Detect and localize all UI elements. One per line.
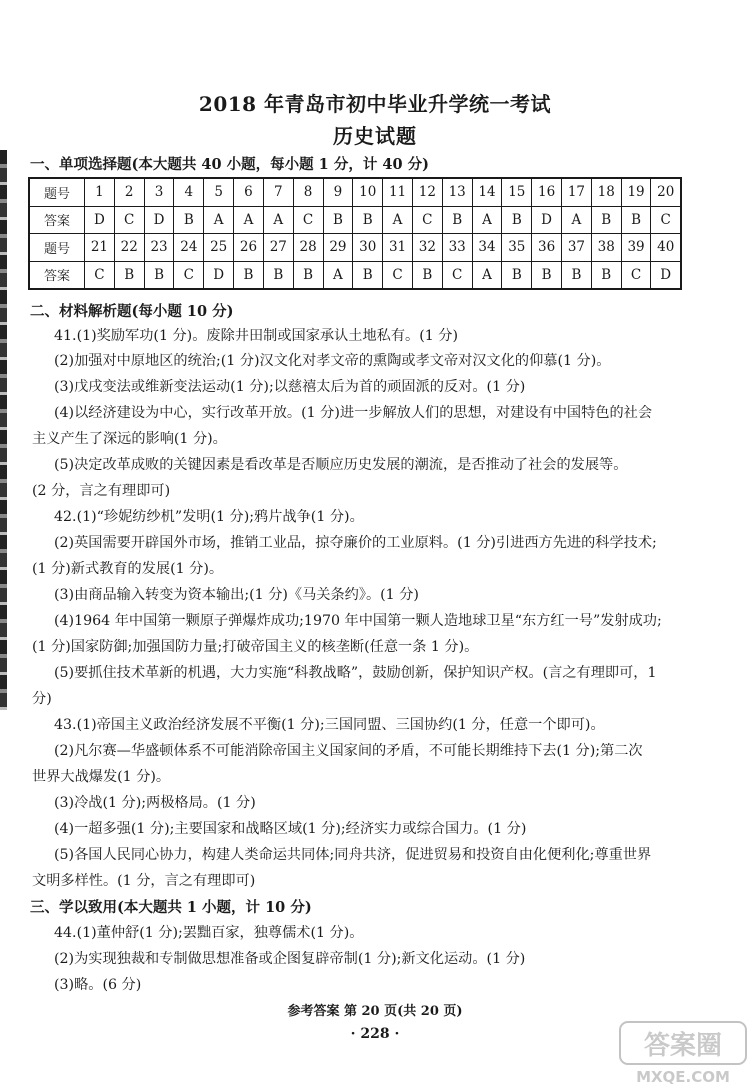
answer-cell: B [353, 261, 383, 289]
row-label-answer: 答案 [29, 261, 85, 289]
question-number-cell: 28 [293, 234, 323, 262]
answer-line: (3)戊戌变法或维新变法运动(1 分);以慈禧太后为首的顽固派的反对。(1 分) [54, 379, 526, 395]
answer-cell: B [562, 261, 592, 289]
answer-cell: A [323, 261, 353, 289]
question-number-cell: 11 [383, 178, 413, 206]
question-number-cell: 6 [234, 178, 264, 206]
answer-cell: A [383, 206, 413, 234]
svg-text:MXQE.COM: MXQE.COM [636, 1068, 730, 1086]
answer-cell: D [532, 206, 562, 234]
answer-line: (2 分，言之有理即可) [32, 483, 171, 499]
question-number-cell: 9 [323, 178, 353, 206]
answer-line: (3)冷战(1 分);两极格局。(1 分) [54, 795, 256, 811]
question-number-cell: 26 [234, 234, 264, 262]
question-number-cell: 10 [353, 178, 383, 206]
answer-cell: B [353, 206, 383, 234]
page-subtitle: 历史试题 [333, 124, 417, 148]
answer-cell: B [234, 261, 264, 289]
answer-table [28, 177, 682, 290]
question-number-cell: 16 [532, 178, 562, 206]
question-number-cell: 4 [174, 178, 204, 206]
question-number-cell: 19 [621, 178, 651, 206]
question-number-cell: 15 [502, 178, 532, 206]
answer-cell: B [263, 261, 293, 289]
table-row-numbers-2 [29, 234, 681, 262]
question-number-cell: 32 [412, 234, 442, 262]
question-number-cell: 17 [562, 178, 592, 206]
page-number: · 228 · [350, 1026, 400, 1042]
answer-line: (4)一超多强(1 分);主要国家和战略区域(1 分);经济实力或综合国力。(1 分) [54, 821, 527, 837]
question-number-cell: 33 [442, 234, 472, 262]
answer-line: (4)以经济建设为中心，实行改革开放。(1 分)进一步解放人们的思想，对建设有中国特色的社会 [54, 405, 653, 421]
question-number-cell: 39 [621, 234, 651, 262]
answer-cell: C [293, 206, 323, 234]
answer-line: 世界大战爆发(1 分)。 [32, 769, 171, 785]
table-row-numbers-1 [29, 178, 681, 206]
answer-cell: D [144, 206, 174, 234]
question-number-cell: 27 [263, 234, 293, 262]
question-number-cell: 22 [114, 234, 144, 262]
answer-cell: B [412, 261, 442, 289]
answer-cell: D [85, 206, 115, 234]
section-2-heading: 二、材料解析题(每小题 10 分) [30, 303, 234, 320]
table-row-answers-2 [29, 261, 681, 289]
answer-cell: C [85, 261, 115, 289]
answer-cell: B [114, 261, 144, 289]
answer-line: 43.(1)帝国主义政治经济发展不平衡(1 分);三国同盟、三国协约(1 分，任意一个即可)。 [54, 717, 605, 733]
answer-cell: C [442, 261, 472, 289]
answer-cell: B [442, 206, 472, 234]
answer-line: 分) [32, 691, 52, 707]
answer-cell: A [204, 206, 234, 234]
scan-edge-artifact [0, 150, 7, 710]
answer-cell: B [591, 261, 621, 289]
answer-cell: B [532, 261, 562, 289]
question-number-cell: 18 [591, 178, 621, 206]
answer-cell: C [174, 261, 204, 289]
answer-line: 41.(1)奖励军功(1 分)。废除井田制或国家承认土地私有。(1 分) [54, 328, 458, 344]
question-number-cell: 2 [114, 178, 144, 206]
answer-cell: B [293, 261, 323, 289]
answer-line: 文明多样性。(1 分，言之有理即可) [32, 873, 256, 889]
answer-line: (2)凡尔赛—华盛顿体系不可能消除帝国主义国家间的矛盾，不可能长期维持下去(1 分);第二次 [54, 743, 643, 759]
table-row-answers-1 [29, 206, 681, 234]
answer-line: 44.(1)董仲舒(1 分);罢黜百家，独尊儒术(1 分)。 [54, 925, 364, 941]
site-watermark-logo [618, 1020, 748, 1088]
question-number-cell: 24 [174, 234, 204, 262]
question-number-cell: 5 [204, 178, 234, 206]
question-number-cell: 34 [472, 234, 502, 262]
footer-caption: 参考答案 第 20 页(共 20 页) [287, 1004, 463, 1019]
question-number-cell: 13 [442, 178, 472, 206]
answer-line: (1 分)国家防御;加强国防力量;打破帝国主义的核垄断(任意一条 1 分)。 [32, 639, 479, 655]
row-label-question: 题号 [29, 178, 85, 206]
answer-line: 主义产生了深远的影响(1 分)。 [32, 431, 227, 447]
question-number-cell: 7 [263, 178, 293, 206]
section-1-heading: 一、单项选择题(本大题共 40 小题，每小题 1 分，计 40 分) [30, 156, 429, 173]
row-label-answer: 答案 [29, 206, 85, 234]
answer-cell: B [591, 206, 621, 234]
answer-cell: D [204, 261, 234, 289]
answer-cell: C [651, 206, 681, 234]
question-number-cell: 38 [591, 234, 621, 262]
answer-cell: B [621, 206, 651, 234]
svg-text:答案圈: 答案圈 [643, 1031, 723, 1061]
answer-line: (2)加强对中原地区的统治;(1 分)汉文化对孝文帝的熏陶或孝文帝对汉文化的仰慕(1 分)。 [54, 353, 611, 369]
answer-cell: B [144, 261, 174, 289]
answer-cell: C [412, 206, 442, 234]
answer-line: (3)略。(6 分) [54, 977, 142, 993]
answer-line: (5)决定改革成败的关键因素是看改革是否顺应历史发展的潮流，是否推动了社会的发展等。 [54, 457, 628, 473]
question-number-cell: 30 [353, 234, 383, 262]
answer-cell: C [621, 261, 651, 289]
question-number-cell: 35 [502, 234, 532, 262]
question-number-cell: 40 [651, 234, 681, 262]
question-number-cell: 1 [85, 178, 115, 206]
page-title: 2018 年青岛市初中毕业升学统一考试 [198, 92, 552, 116]
answer-cell: B [174, 206, 204, 234]
answer-line: (3)由商品输入转变为资本输出;(1 分)《马关条约》。(1 分) [54, 587, 419, 603]
answer-line: (5)各国人民同心协力，构建人类命运共同体;同舟共济，促进贸易和投资自由化便利化;尊重世界 [54, 847, 652, 863]
answer-line: (4)1964 年中国第一颗原子弹爆炸成功;1970 年中国第一颗人造地球卫星“东方红一号”发射成功; [54, 613, 662, 629]
question-number-cell: 3 [144, 178, 174, 206]
answer-cell: C [383, 261, 413, 289]
answer-cell: A [263, 206, 293, 234]
question-number-cell: 21 [85, 234, 115, 262]
question-number-cell: 14 [472, 178, 502, 206]
question-number-cell: 37 [562, 234, 592, 262]
section-3-heading: 三、学以致用(本大题共 1 小题，计 10 分) [30, 899, 312, 916]
question-number-cell: 31 [383, 234, 413, 262]
answer-cell: A [562, 206, 592, 234]
answer-line: (5)要抓住技术革新的机遇，大力实施“科教战略”，鼓励创新，保护知识产权。(言之有理即可，1 [54, 665, 657, 681]
question-number-cell: 36 [532, 234, 562, 262]
answer-line: 42.(1)“珍妮纺纱机”发明(1 分);鸦片战争(1 分)。 [54, 509, 364, 525]
answer-cell: D [651, 261, 681, 289]
question-number-cell: 23 [144, 234, 174, 262]
question-number-cell: 8 [293, 178, 323, 206]
question-number-cell: 25 [204, 234, 234, 262]
answer-cell: A [472, 206, 502, 234]
question-number-cell: 20 [651, 178, 681, 206]
answer-cell: B [502, 261, 532, 289]
answer-line: (2)英国需要开辟国外市场，推销工业品，掠夺廉价的工业原料。(1 分)引进西方先进的科学技术; [54, 535, 657, 551]
question-number-cell: 29 [323, 234, 353, 262]
answer-line: (1 分)新式教育的发展(1 分)。 [32, 561, 224, 577]
answer-line: (2)为实现独裁和专制做思想准备或企图复辟帝制(1 分);新文化运动。(1 分) [54, 951, 526, 967]
answer-cell: A [234, 206, 264, 234]
answer-cell: A [472, 261, 502, 289]
row-label-question: 题号 [29, 234, 85, 262]
answer-cell: B [502, 206, 532, 234]
question-number-cell: 12 [412, 178, 442, 206]
answer-cell: C [114, 206, 144, 234]
answer-cell: B [323, 206, 353, 234]
